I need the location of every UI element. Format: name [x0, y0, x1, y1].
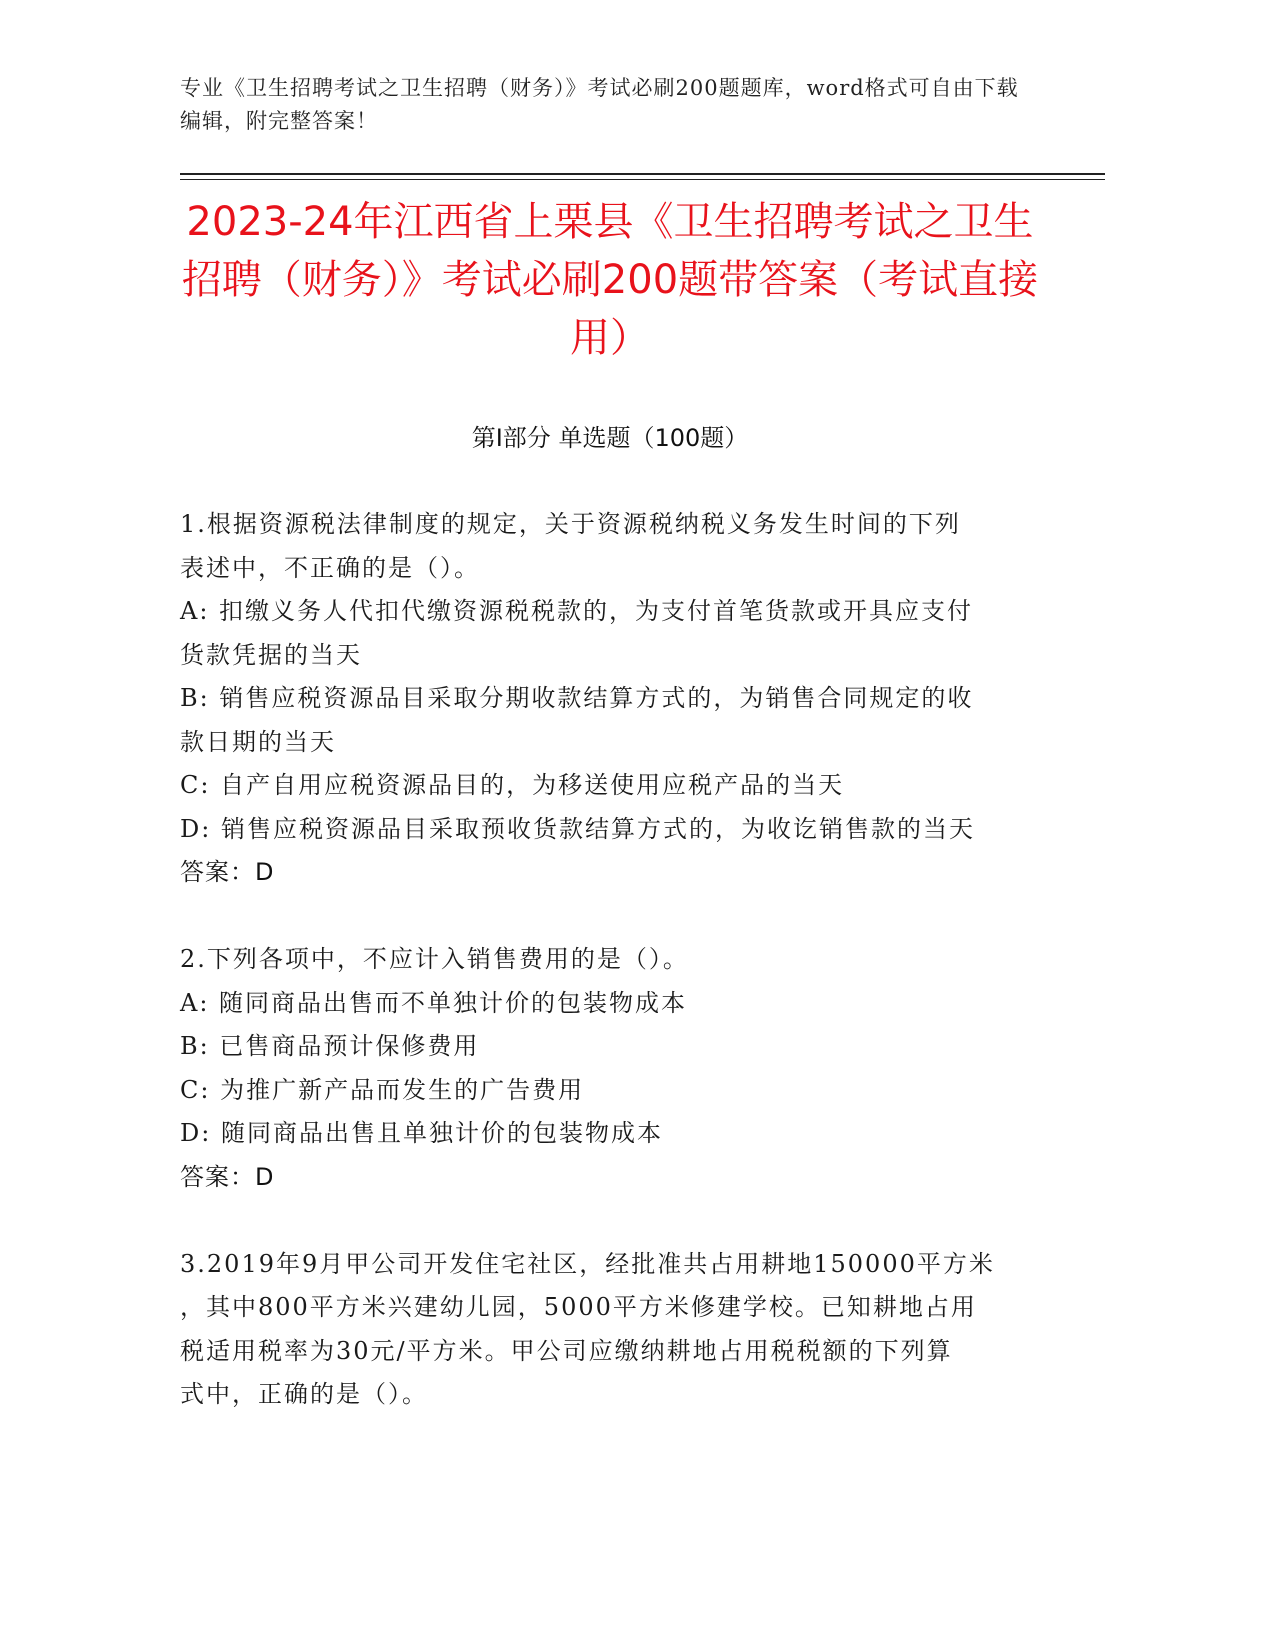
question-option-line: C: 为推广新产品而发生的广告费用: [180, 1075, 585, 1104]
question-option-line: B: 已售商品预计保修费用: [180, 1032, 480, 1060]
question-item: [180, 1243, 1040, 1417]
question-gap: [180, 1199, 1040, 1243]
question-item: [180, 503, 1040, 895]
question-stem-line: 3.2019年9月甲公司开发住宅社区，经批准共占用耕地150000平方米: [180, 1249, 995, 1278]
question-list: [180, 503, 1040, 1417]
question-option-line: A: 随同商品出售而不单独计价的包装物成本: [180, 988, 688, 1017]
header-rule-thin: [180, 179, 1105, 180]
question-option-line: A: 扣缴义务人代扣代缴资源税税款的，为支付首笔货款或开具应支付: [180, 597, 974, 625]
question-option-line: D: 随同商品出售且单独计价的包装物成本: [180, 1119, 663, 1147]
header-note: 专业《卫生招聘考试之卫生招聘（财务）》考试必刷200题题库，word格式可自由下载编辑，附完整答案！: [180, 76, 1019, 133]
question-option-line: 货款凭据的当天: [180, 640, 362, 669]
question-stem-line: 表述中，不正确的是（）。: [180, 553, 480, 582]
question-stem-line: 1.根据资源税法律制度的规定，关于资源税纳税义务发生时间的下列: [180, 510, 961, 538]
answer-line: 答案：D: [180, 858, 275, 886]
header-rule-thick: [180, 173, 1105, 175]
question-gap: [180, 895, 1040, 939]
document-title: 2023-24年江西省上栗县《卫生招聘考试之卫生招聘（财务）》考试必刷200题带答案（考试直接用）: [181, 199, 1039, 361]
question-stem-line: 2.下列各项中，不应计入销售费用的是（）。: [180, 945, 689, 973]
question-stem-line: ，其中800平方米兴建幼儿园，5000平方米修建学校。已知耕地占用: [180, 1293, 977, 1321]
question-item: [180, 938, 1040, 1199]
question-option-line: D: 销售应税资源品目采取预收货款结算方式的，为收讫销售款的当天: [180, 814, 975, 843]
question-option-line: 款日期的当天: [180, 727, 336, 756]
question-stem-line: 式中，正确的是（）。: [180, 1380, 428, 1408]
question-option-line: B: 销售应税资源品目采取分期收款结算方式的，为销售合同规定的收: [180, 684, 974, 712]
question-option-line: C: 自产自用应税资源品目的，为移送使用应税产品的当天: [180, 771, 845, 799]
question-stem-line: 税适用税率为30元/平方米。甲公司应缴纳耕地占用税税额的下列算: [180, 1336, 953, 1365]
answer-line: 答案：D: [180, 1162, 275, 1191]
section-title: 第Ⅰ部分 单选题（100题）: [471, 424, 749, 452]
